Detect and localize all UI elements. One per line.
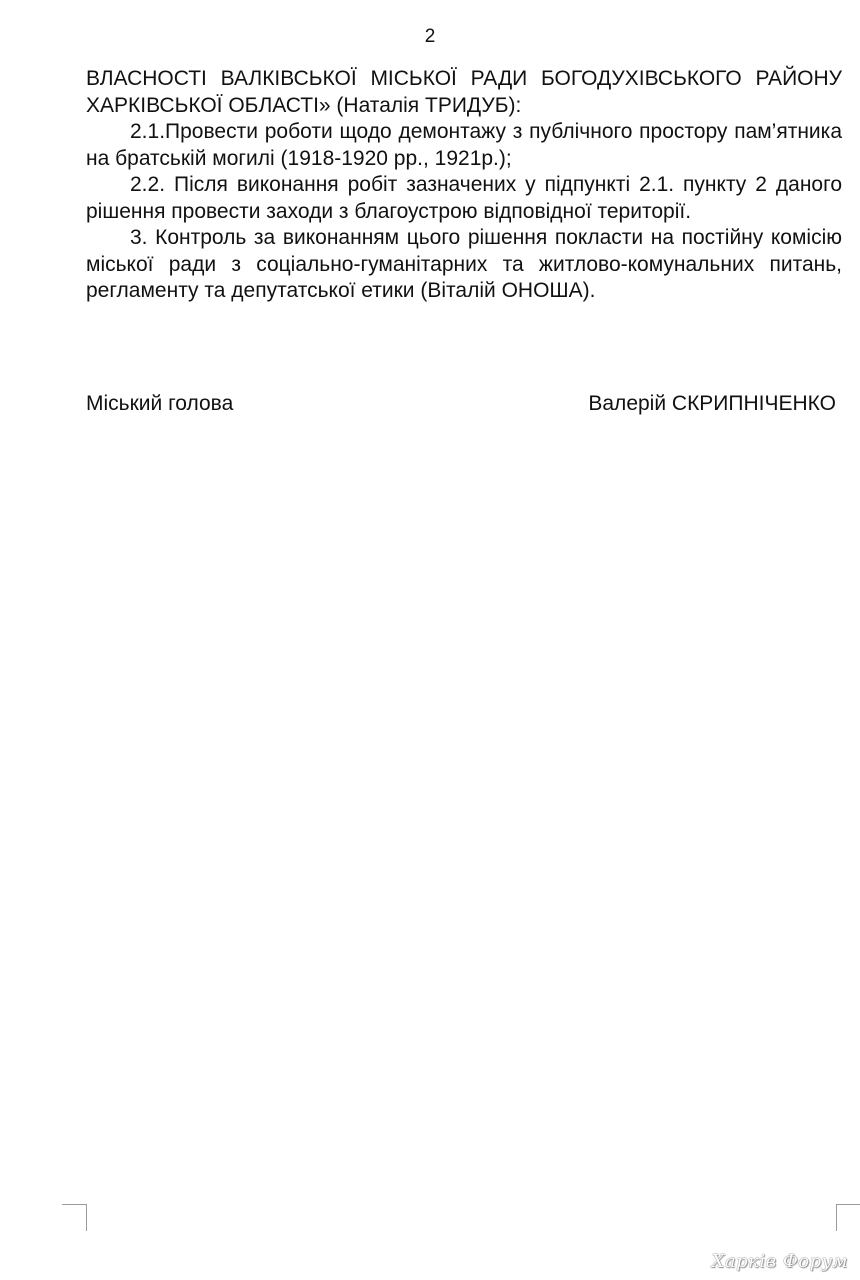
document-body <box>86 66 842 305</box>
paragraph-item-2-1: 2.1.Провести роботи щодо демонтажу з публічного простору пам’ятника на братській могилі (1918-1920 рр., 1921р.); <box>86 120 842 170</box>
paragraph-item-2-2: 2.2. Після виконання робіт зазначених у підпункті 2.1. пункту 2 даного рішення провести заходи з благоустрою відповідної території. <box>86 173 842 223</box>
crop-mark-right <box>836 1204 860 1231</box>
crop-mark-left <box>62 1204 87 1231</box>
page-number: 2 <box>424 26 436 47</box>
paragraph-item-3: 3. Контроль за виконанням цього рішення покласти на постійну комісію міської ради з соціально-гуманітарних та житлово-комунальних питань, регламенту та депутатської етики (Віталій ОНОША). <box>86 226 842 302</box>
signatory-role: Міський голова <box>86 392 234 415</box>
watermark-logo: Харків Форум <box>711 1251 848 1272</box>
paragraph-title-continuation: ВЛАСНОСТІ ВАЛКІВСЬКОЇ МІСЬКОЇ РАДИ БОГОДУХІВСЬКОГО РАЙОНУ ХАРКІВСЬКОЇ ОБЛАСТІ» (Наталія ТРИДУБ): <box>86 67 842 117</box>
signatory-name: Валерій СКРИПНІЧЕНКО <box>588 392 836 415</box>
